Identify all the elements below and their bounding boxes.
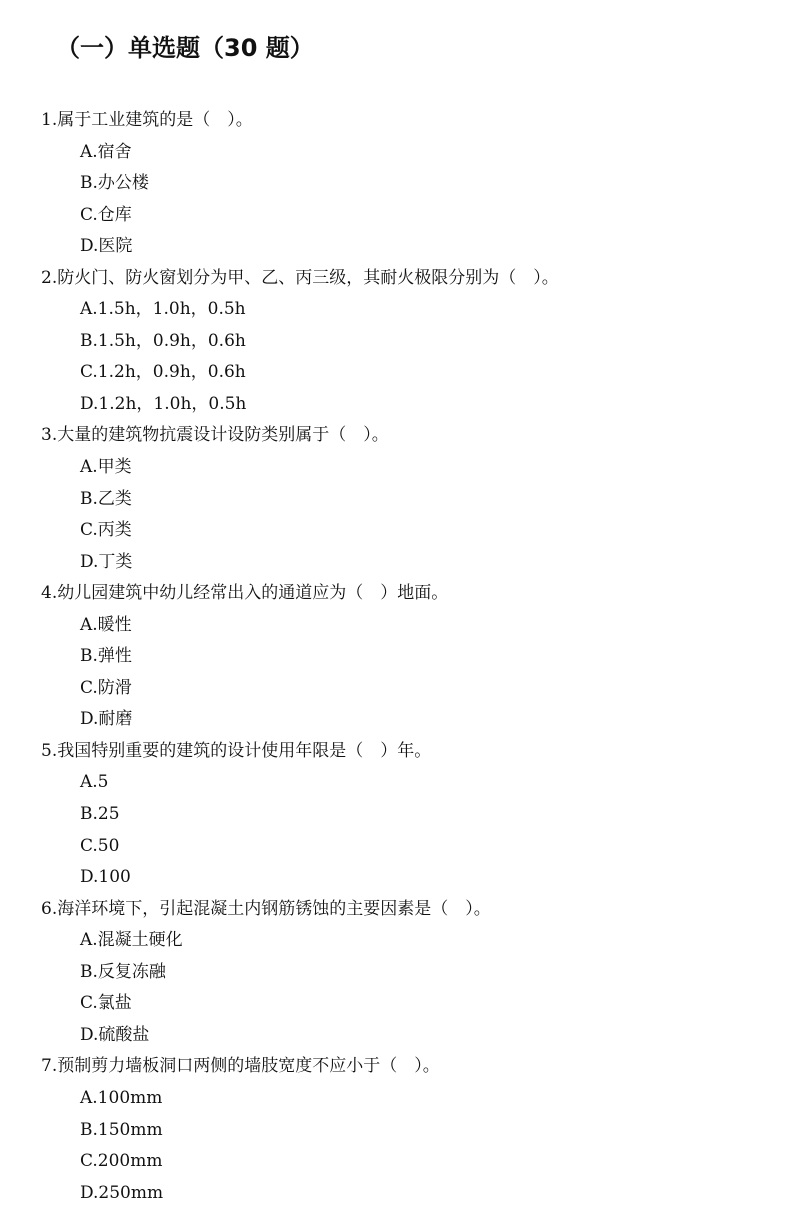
option-d: D.耐磨 [80, 709, 133, 730]
option-a: A.暖性 [80, 614, 132, 635]
option-b: B.25 [80, 804, 120, 825]
option-a: A.混凝土硬化 [80, 930, 183, 951]
question-stem: 1.属于工业建筑的是（ ）。 [41, 110, 253, 130]
option-c: C.防滑 [80, 677, 132, 698]
question-stem: 5.我国特别重要的建筑的设计使用年限是（ ）年。 [41, 740, 432, 761]
question-1 [0, 105, 786, 263]
option-d: D.丁类 [80, 551, 133, 572]
option-d: D.医院 [80, 236, 133, 257]
option-c: C.丙类 [80, 520, 132, 541]
option-c: C.氯盐 [80, 993, 132, 1014]
question-stem: 6.海洋环境下，引起混凝土内钢筋锈蚀的主要因素是（ ）。 [41, 898, 491, 919]
option-c: C.1.2h，0.9h，0.6h [80, 362, 246, 383]
question-3 [0, 420, 786, 578]
option-b: B.1.5h，0.9h，0.6h [80, 330, 246, 351]
question-2 [0, 263, 786, 421]
option-b: B.150mm [80, 1119, 163, 1140]
option-a: A.宿舍 [80, 141, 132, 162]
option-a: A.5 [80, 772, 109, 793]
option-c: C.50 [80, 835, 120, 856]
question-6 [0, 894, 786, 1052]
option-d: D.100 [80, 867, 131, 888]
option-b: B.弹性 [80, 646, 132, 667]
option-d: D.硫酸盐 [80, 1024, 150, 1045]
option-c: C.仓库 [80, 204, 132, 225]
option-b: B.办公楼 [80, 173, 149, 194]
question-stem: 4.幼儿园建筑中幼儿经常出入的通道应为（ ）地面。 [41, 583, 449, 604]
option-a: A.100mm [80, 1087, 163, 1108]
option-b: B.反复冻融 [80, 961, 166, 982]
section-title: （一）单选题（30 题） [56, 34, 314, 62]
question-7 [0, 1051, 786, 1209]
option-a: A.甲类 [80, 457, 132, 478]
question-stem: 7.预制剪力墙板洞口两侧的墙肢宽度不应小于（ ）。 [41, 1056, 440, 1077]
question-5 [0, 736, 786, 894]
option-a: A.1.5h，1.0h，0.5h [80, 299, 246, 320]
option-c: C.200mm [80, 1151, 163, 1172]
question-list [0, 105, 786, 1209]
option-b: B.乙类 [80, 488, 132, 509]
option-d: D.1.2h，1.0h，0.5h [80, 393, 247, 414]
option-d: D.250mm [80, 1182, 164, 1203]
question-stem: 2.防火门、防火窗划分为甲、乙、丙三级，其耐火极限分别为（ ）。 [41, 267, 559, 288]
question-stem: 3.大量的建筑物抗震设计设防类别属于（ ）。 [41, 425, 389, 446]
question-4 [0, 578, 786, 736]
